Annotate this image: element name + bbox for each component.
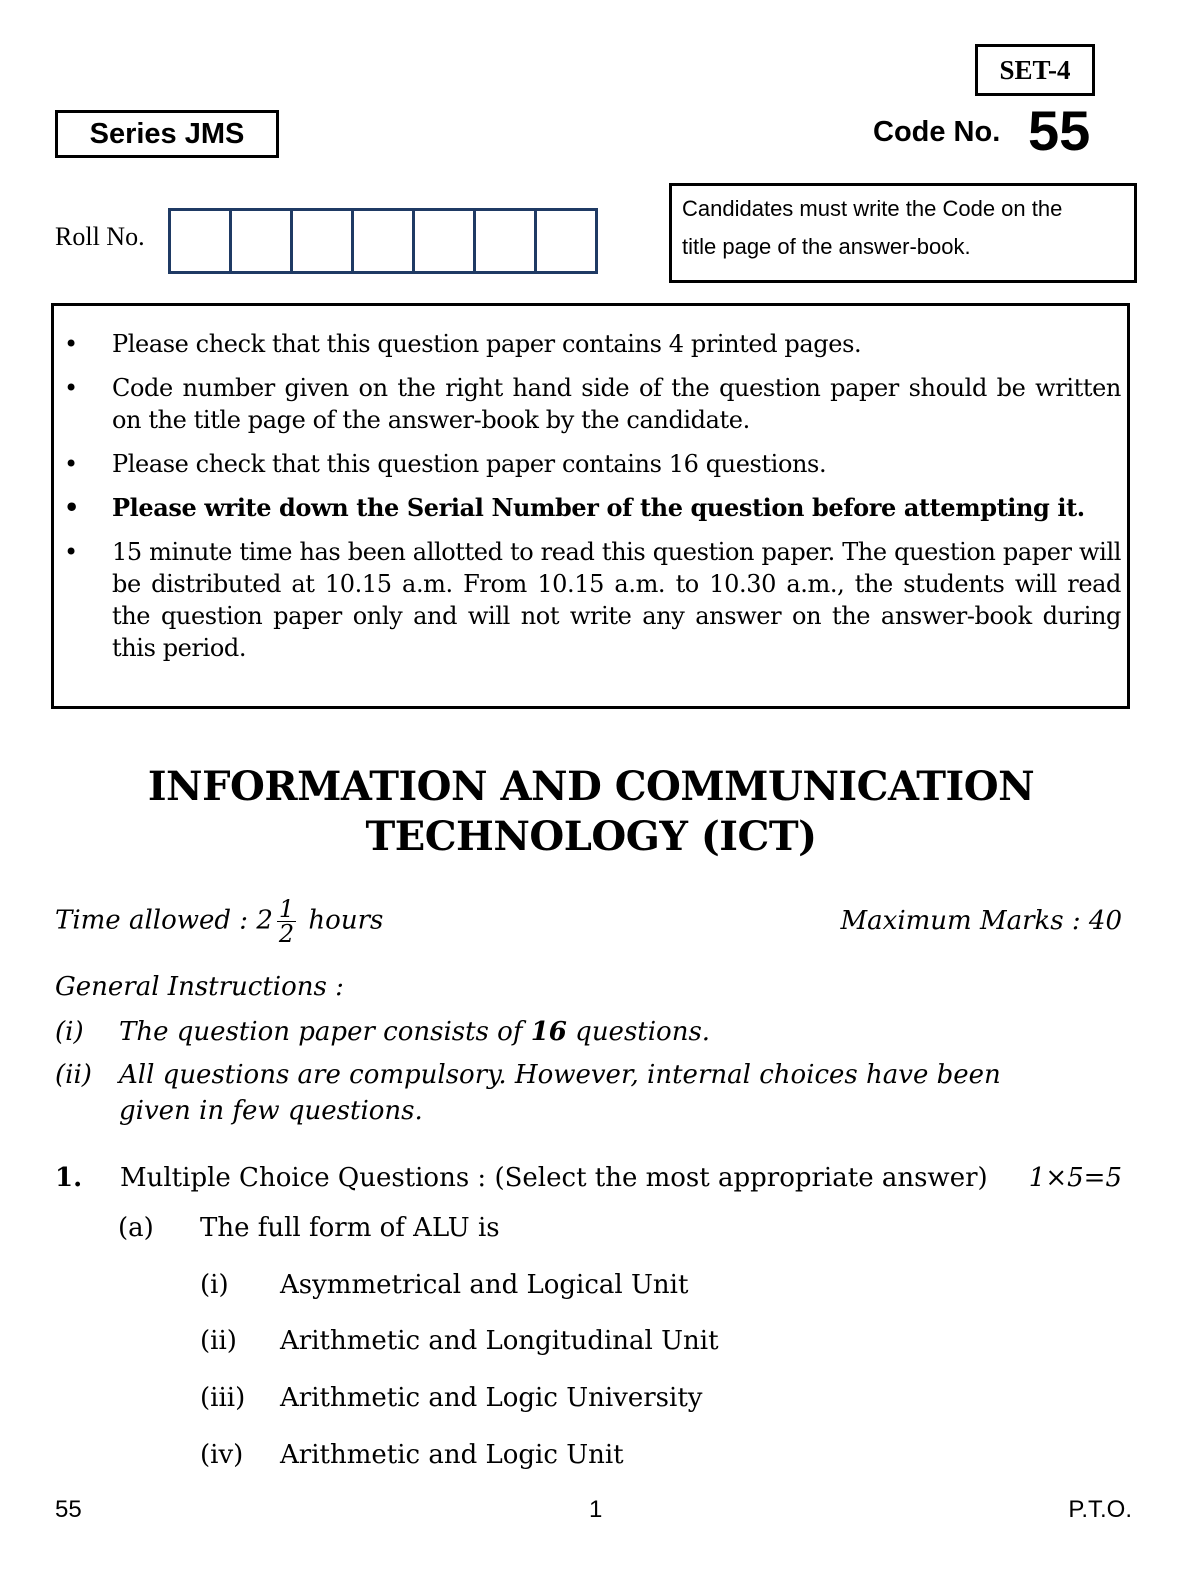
roll-cell[interactable] xyxy=(537,211,595,271)
candidates-note-line1: Candidates must write the Code on the xyxy=(682,196,1063,221)
option-label: (i) xyxy=(200,1270,229,1300)
roll-cell[interactable] xyxy=(476,211,537,271)
instruction-item xyxy=(54,328,1127,360)
roll-cell[interactable] xyxy=(232,211,293,271)
title-line1: INFORMATION AND COMMUNICATION xyxy=(147,763,1035,810)
title-line2: TECHNOLOGY (ICT) xyxy=(365,813,817,860)
gi-number: (ii) xyxy=(55,1060,92,1090)
pto-label: P.T.O. xyxy=(1068,1496,1132,1523)
option-label: (ii) xyxy=(200,1326,237,1356)
time-allowed xyxy=(55,897,383,946)
instruction-text: Please check that this question paper contains 16 questions. xyxy=(112,450,827,478)
gi-text-part: questions. xyxy=(566,1017,711,1047)
question-text: Multiple Choice Questions : (Select the most appropriate answer) xyxy=(120,1163,988,1193)
bullet-icon: • xyxy=(64,538,78,566)
subquestion-text: The full form of ALU is xyxy=(200,1213,500,1243)
candidates-note-line2: title page of the answer-book. xyxy=(682,234,971,259)
instruction-item xyxy=(54,372,1127,436)
fraction-denominator: 2 xyxy=(278,920,295,948)
series-label: Series JMS xyxy=(55,110,279,158)
option-text: Asymmetrical and Logical Unit xyxy=(280,1270,689,1300)
instruction-item xyxy=(54,536,1127,664)
page-number: 1 xyxy=(589,1496,603,1523)
code-number: 55 xyxy=(1028,99,1091,162)
instruction-text: Please check that this question paper contains 4 printed pages. xyxy=(112,330,862,358)
general-instruction-item xyxy=(55,1057,1125,1137)
option-label: (iii) xyxy=(200,1383,246,1413)
roll-label: Roll No. xyxy=(55,222,145,251)
option-text: Arithmetic and Logic University xyxy=(280,1383,703,1413)
set-label: SET-4 xyxy=(975,44,1095,96)
instruction-text: 15 minute time has been allotted to read this question paper. The question paper will be distributed at 10.15 a.m. From 10.15 a.m. to 10.30 a.m., the students will read the question paper only and will not write any answer on the answer-book during this period. xyxy=(112,538,1121,662)
instructions-list xyxy=(54,328,1127,676)
option-text: Arithmetic and Logic Unit xyxy=(280,1440,624,1470)
maximum-marks: Maximum Marks : 40 xyxy=(840,906,1122,936)
code-label: Code No. xyxy=(873,116,1001,148)
question-number: 1. xyxy=(55,1163,83,1193)
bullet-icon: • xyxy=(64,374,78,402)
instruction-text: Please write down the Serial Number of the question before attempting it. xyxy=(112,493,1085,522)
instruction-item xyxy=(54,448,1127,480)
bullet-icon: • xyxy=(64,330,78,358)
gi-number: (i) xyxy=(55,1017,84,1047)
roll-cell[interactable] xyxy=(171,211,232,271)
candidates-note xyxy=(669,183,1137,283)
time-suffix: hours xyxy=(308,905,384,936)
gi-text-part: The question paper consists of xyxy=(119,1017,531,1047)
gi-text-bold: 16 xyxy=(530,1017,567,1047)
general-instruction-item xyxy=(55,1014,1125,1054)
instruction-item xyxy=(54,492,1127,524)
subquestion-label: (a) xyxy=(118,1213,154,1243)
time-prefix: Time allowed : 2 xyxy=(55,905,273,936)
bullet-icon: • xyxy=(64,450,78,478)
option-label: (iv) xyxy=(200,1440,244,1470)
option-text: Arithmetic and Longitudinal Unit xyxy=(280,1326,719,1356)
question-marks: 1×5=5 xyxy=(1028,1163,1122,1193)
time-fraction xyxy=(277,897,296,946)
roll-cell[interactable] xyxy=(415,211,476,271)
bullet-icon: • xyxy=(64,493,79,522)
instructions-box xyxy=(51,303,1130,709)
fraction-numerator: 1 xyxy=(278,895,295,923)
gi-text xyxy=(119,1014,1079,1050)
footer-code: 55 xyxy=(55,1496,82,1523)
paper-title xyxy=(0,762,1182,862)
roll-cell[interactable] xyxy=(354,211,415,271)
gi-text: All questions are compulsory. However, internal choices have been given in few questions. xyxy=(119,1060,1001,1126)
roll-cell[interactable] xyxy=(293,211,354,271)
general-instructions-title: General Instructions : xyxy=(55,972,344,1002)
roll-number-boxes xyxy=(168,208,598,274)
instruction-text: Code number given on the right hand side of the question paper should be written on the title page of the answer-book by the candidate. xyxy=(112,374,1121,434)
